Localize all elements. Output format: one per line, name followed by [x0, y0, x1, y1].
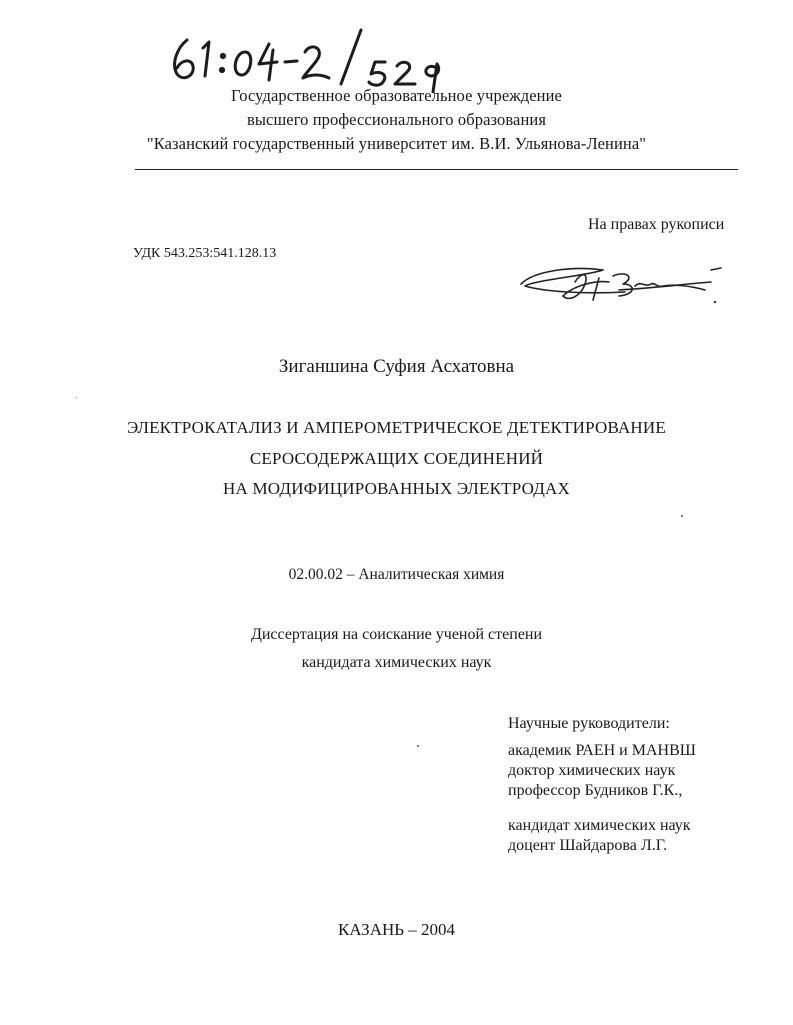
scan-speck — [681, 515, 683, 517]
supervisor-2-line-2: доцент Шайдарова Л.Г. — [508, 837, 668, 854]
handwritten-archive-code — [165, 18, 465, 93]
scan-speck — [417, 745, 419, 747]
manuscript-rights-label: На правах рукописи — [588, 216, 725, 233]
thesis-title-line-1: ЭЛЕКТРОКАТАЛИЗ И АМПЕРОМЕТРИЧЕСКОЕ ДЕТЕКТИРОВАНИЕ — [127, 418, 666, 437]
thesis-title-line-3: НА МОДИФИЦИРОВАННЫХ ЭЛЕКТРОДАХ — [223, 479, 570, 498]
udk-code: УДК 543.253:541.128.13 — [133, 246, 277, 261]
supervisor-1-line-3: профессор Будников Г.К., — [508, 782, 683, 799]
degree-line-1: Диссертация на соискание ученой степени — [250, 626, 543, 643]
supervisor-2 — [508, 816, 691, 856]
header-divider — [135, 169, 738, 170]
thesis-title-line-2: СЕРОСОДЕРЖАЩИХ СОЕДИНЕНИЙ — [249, 449, 544, 468]
handwritten-signature — [515, 256, 735, 312]
supervisor-1-line-2: доктор химических наук — [508, 762, 676, 779]
institution-line-2: высшего профессионального образования — [246, 110, 547, 129]
institution-line-1: Государственное образовательное учреждение — [231, 86, 562, 105]
specialty: 02.00.02 – Аналитическая химия — [288, 566, 505, 583]
institution-line-3: "Казанский государственный университет им. В.И. Ульянова-Ленина" — [146, 134, 647, 153]
scan-speck — [76, 397, 77, 398]
supervisor-1-line-1: академик РАЕН и МАНВШ — [508, 742, 696, 759]
author-name: Зиганшина Суфия Асхатовна — [278, 356, 515, 377]
supervisor-2-line-1: кандидат химических наук — [508, 817, 691, 834]
supervisor-1 — [508, 741, 696, 801]
supervisors-heading: Научные руководители: — [508, 715, 670, 732]
degree-line-2: кандидата химических наук — [301, 654, 492, 671]
city-year: КАЗАНЬ – 2004 — [337, 920, 456, 939]
